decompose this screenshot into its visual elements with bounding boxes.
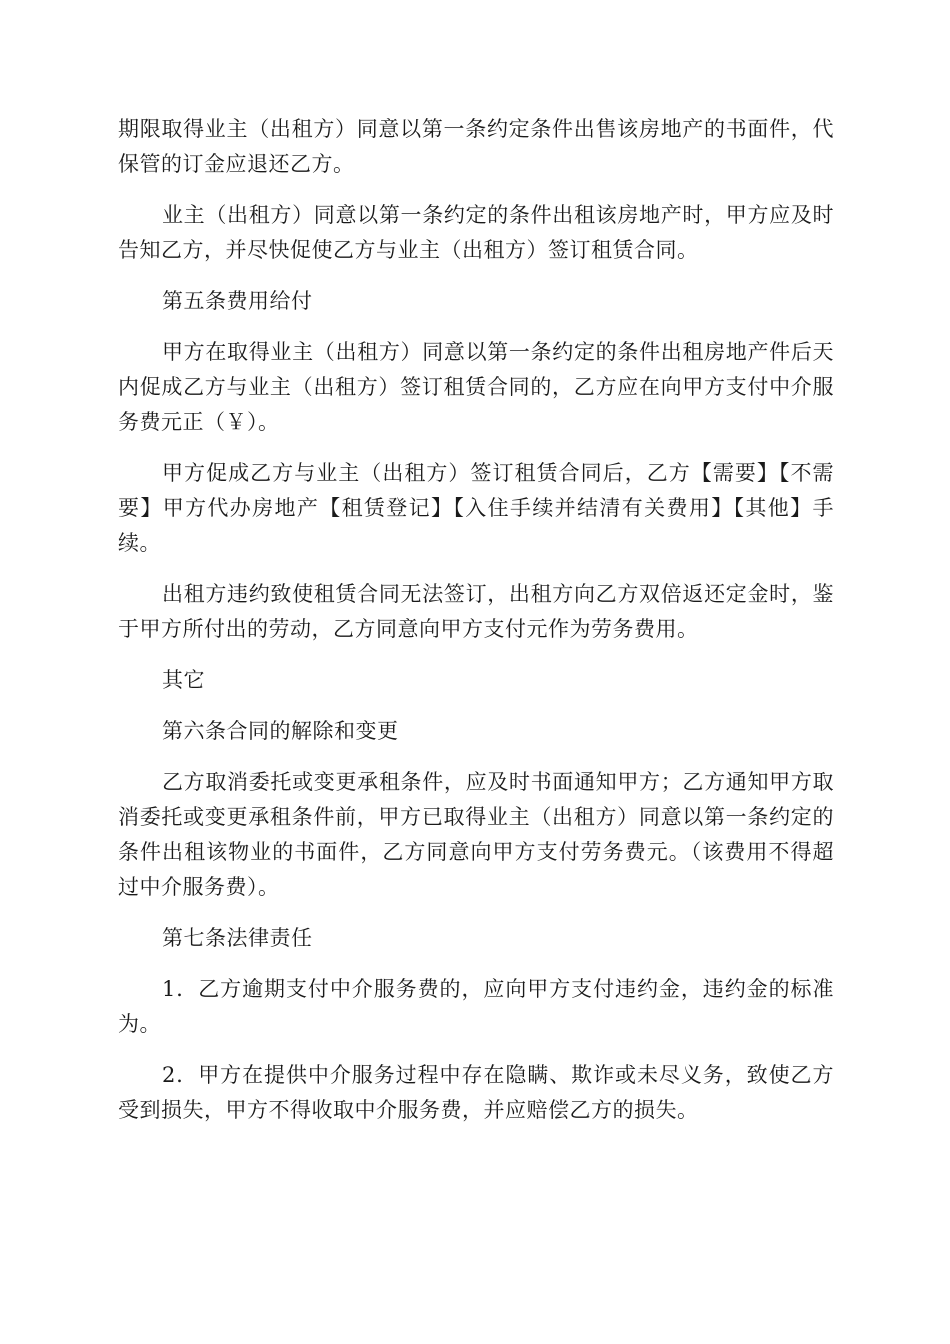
- document-body: [118, 112, 834, 1144]
- paragraph-agency-procedures: 甲方促成乙方与业主（出租方）签订租赁合同后，乙方【需要】【不需要】甲方代办房地产【租赁登记】【入住手续并结清有关费用】【其他】手续。: [118, 461, 834, 555]
- heading-other: 其它: [162, 668, 205, 692]
- paragraph-cancellation: 乙方取消委托或变更承租条件，应及时书面通知甲方；乙方通知甲方取消委托或变更承租条件前，甲方已取得业主（出租方）同意以第一条约定的条件出租该物业的书面件，乙方同意向甲方支付劳务费元。（该费用不得超过中介服务费）。: [118, 770, 834, 899]
- paragraph-continuation: 期限取得业主（出租方）同意以第一条约定条件出售该房地产的书面件，代保管的订金应退还乙方。: [118, 117, 834, 176]
- heading-article-6: 第六条合同的解除和变更: [162, 719, 399, 743]
- paragraph-agent-liability: 2．甲方在提供中介服务过程中存在隐瞒、欺诈或未尽义务，致使乙方受到损失，甲方不得收取中介服务费，并应赔偿乙方的损失。: [118, 1063, 834, 1122]
- paragraph-late-payment: 1．乙方逾期支付中介服务费的，应向甲方支付违约金，违约金的标准为。: [118, 977, 834, 1036]
- paragraph-landlord-breach: 出租方违约致使租赁合同无法签订，出租方向乙方双倍返还定金时，鉴于甲方所付出的劳动，乙方同意向甲方支付元作为劳务费用。: [118, 582, 834, 641]
- paragraph-notify-tenant: 业主（出租方）同意以第一条约定的条件出租该房地产时，甲方应及时告知乙方，并尽快促使乙方与业主（出租方）签订租赁合同。: [118, 203, 834, 262]
- heading-article-5: 第五条费用给付: [162, 289, 313, 313]
- paragraph-service-fee: 甲方在取得业主（出租方）同意以第一条约定的条件出租房地产件后天内促成乙方与业主（出租方）签订租赁合同的，乙方应在向甲方支付中介服务费元正（￥）。: [118, 340, 834, 434]
- heading-article-7: 第七条法律责任: [162, 926, 313, 950]
